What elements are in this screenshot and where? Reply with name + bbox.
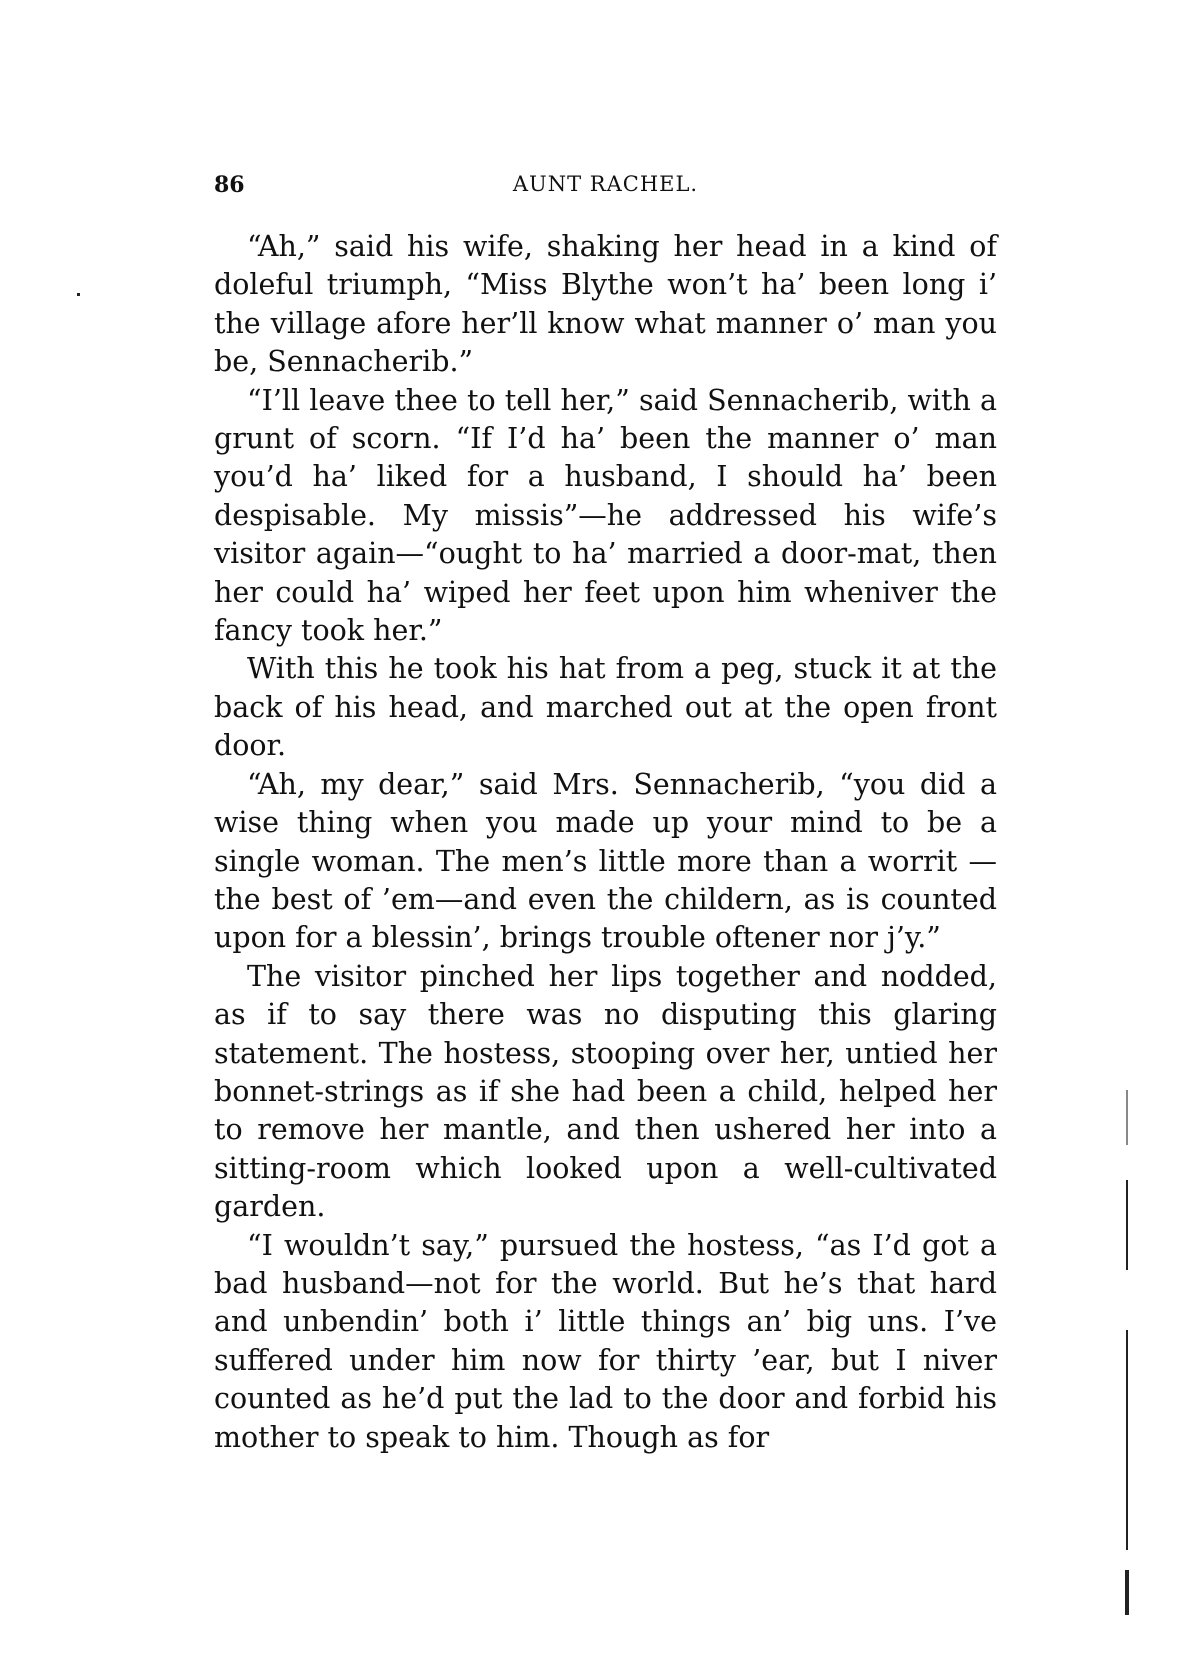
scan-edge-line (1125, 1570, 1129, 1615)
scan-edge-line (1126, 1180, 1128, 1270)
page-header (214, 172, 997, 202)
body-text (214, 228, 997, 1457)
paragraph: The visitor pinched her lips together and nodded, as if to say there was no disputing this glaring statement. The hostess, stooping over her, untied her bonnet-strings as if she had been a child, helped her to remove her mantle, and then ushered her into a sitting-room which looked upon a well-cultivated garden. (214, 959, 997, 1224)
page-number: 86 (214, 172, 245, 198)
scan-edge-line (1126, 1090, 1128, 1145)
running-title: AUNT RACHEL. (512, 172, 699, 196)
paragraph: “I wouldn’t say,” pursued the hostess, “as I’d got a bad husband—not for the world. But he’s that hard and unbendin’ both i’ little things an’ big uns. I’ve suffered under him now for thirty ’ear, but I niver counted as he’d put the lad to the door and forbid his mother to speak to him. Though as for (214, 1228, 997, 1454)
scan-edge-line (1126, 1330, 1128, 1550)
paragraph: “Ah, my dear,” said Mrs. Sennacherib, “you did a wise thing when you made up your mind to be a single woman. The men’s little more than a worrit —the best of ’em—and even the childern, as is counted upon for a blessin’, brings trouble oftener nor j’y.” (214, 767, 997, 955)
paragraph: “I’ll leave thee to tell her,” said Sennacherib, with a grunt of scorn. “If I’d ha’ been the manner o’ man you’d ha’ liked for a husband, I should ha’ been despisable. My missis”—he addressed his wife’s visitor again—“ought to ha’ married a door-mat, then her could ha’ wiped her feet upon him wheniver the fancy took her.” (214, 383, 997, 648)
paragraph: With this he took his hat from a peg, stuck it at the back of his head, and marched out at the open front door. (214, 652, 997, 763)
paragraph: “Ah,” said his wife, shaking her head in a kind of doleful triumph, “Miss Blythe won’t ha’ been long i’ the village afore her’ll know what manner o’ man you be, Sennacherib.” (214, 230, 997, 379)
scan-speck (77, 293, 80, 296)
